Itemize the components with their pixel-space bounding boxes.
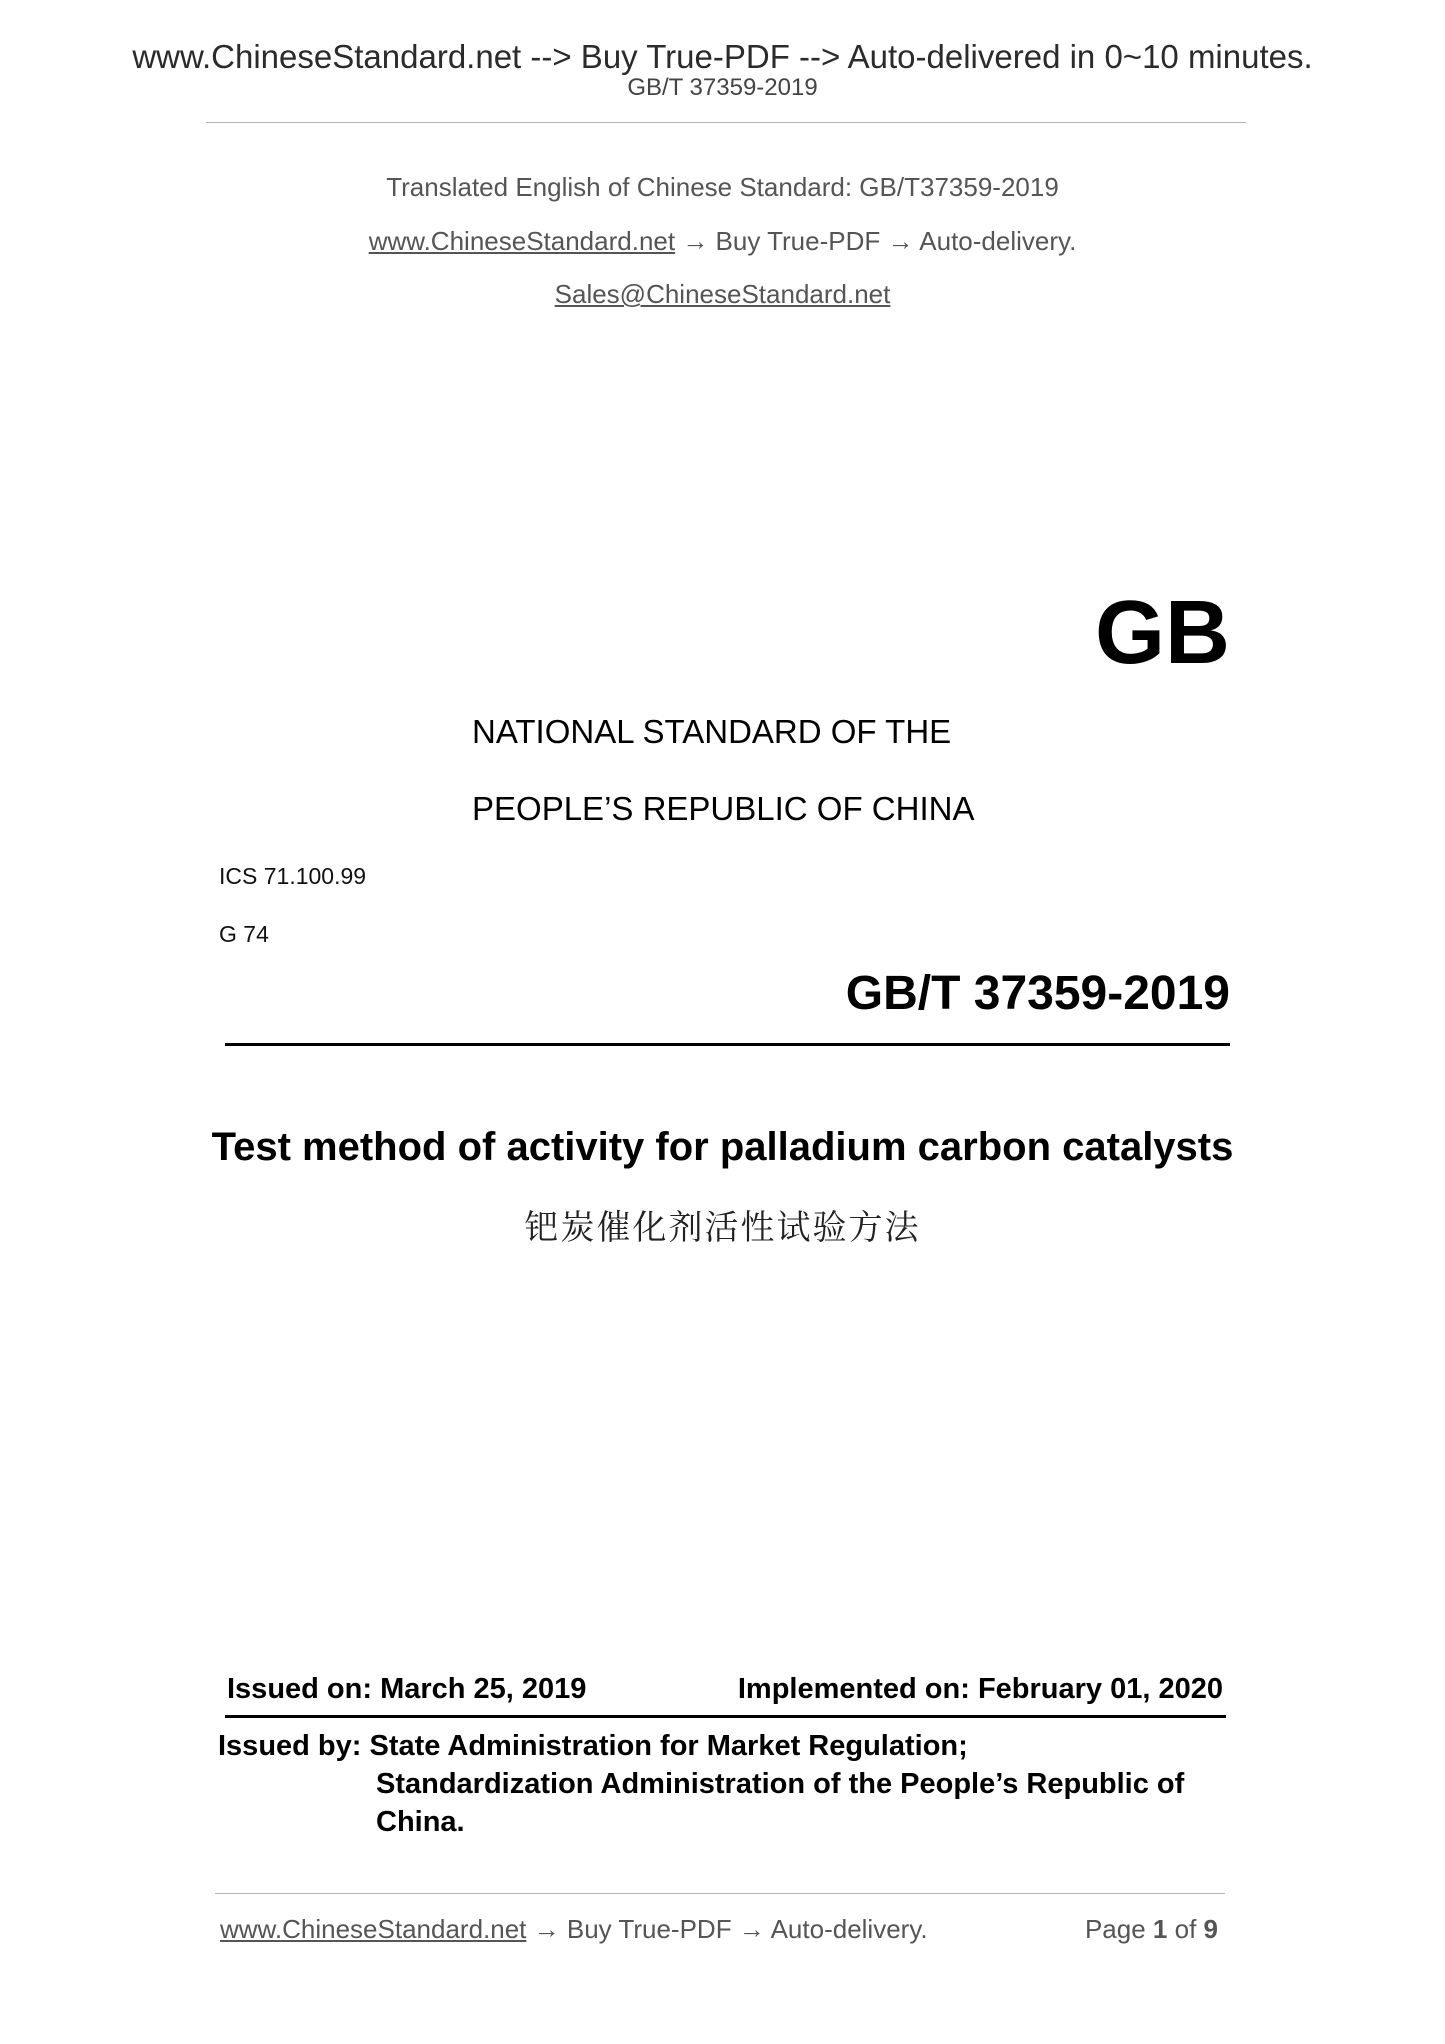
national-standard-line2: PEOPLE’S REPUBLIC OF CHINA — [472, 790, 975, 827]
header-banner: www.ChineseStandard.net --> Buy True-PDF --> Auto-delivered in 0~10 minutes. — [132, 38, 1313, 75]
footer-divider — [215, 1893, 1225, 1894]
classification-code: G 74 — [219, 921, 269, 947]
standard-number-rule — [225, 1043, 1230, 1046]
translated-line: Translated English of Chinese Standard: GB/T37359-2019 — [386, 172, 1059, 202]
footer-delivery-line — [220, 1914, 928, 1945]
title-chinese: 钯炭催化剂活性试验方法 — [524, 1208, 921, 1248]
page-current: 1 — [1152, 1914, 1168, 1944]
issued-on: Issued on: March 25, 2019 — [227, 1673, 587, 1705]
page-indicator — [1085, 1914, 1218, 1945]
intro-delivery-line — [0, 226, 1445, 257]
issued-by-line2: Standardization Administration of the People’s Republic of — [376, 1768, 1185, 1800]
ics-code: ICS 71.100.99 — [219, 863, 367, 889]
implemented-on: Implemented on: February 01, 2020 — [737, 1673, 1223, 1705]
issued-by-line1: Issued by: State Administration for Market Regulation; — [218, 1730, 968, 1762]
issued-by-line3: China. — [376, 1806, 465, 1838]
standard-number: GB/T 37359-2019 — [845, 967, 1230, 1020]
title-english: Test method of activity for palladium carbon catalysts — [211, 1125, 1234, 1169]
page-of: of — [1174, 1914, 1197, 1944]
sales-email-link[interactable]: Sales@ChineseStandard.net — [554, 279, 891, 309]
national-standard-line1: NATIONAL STANDARD OF THE — [472, 713, 952, 750]
footer-site-link[interactable]: www.ChineseStandard.net — [220, 1914, 527, 1944]
header-doc-code: GB/T 37359-2019 — [627, 74, 818, 101]
gb-logo: GB — [1095, 583, 1230, 683]
header-divider — [206, 122, 1246, 123]
intro-delivery-text: → Buy True-PDF → Auto-delivery. — [682, 226, 1077, 256]
page-total: 9 — [1203, 1914, 1218, 1944]
intro-site-link[interactable]: www.ChineseStandard.net — [368, 226, 676, 256]
intro-email-line — [0, 279, 1445, 310]
footer-delivery-text: → Buy True-PDF → Auto-delivery. — [533, 1914, 928, 1944]
page-label: Page — [1084, 1914, 1146, 1944]
dates-rule — [225, 1715, 1226, 1718]
